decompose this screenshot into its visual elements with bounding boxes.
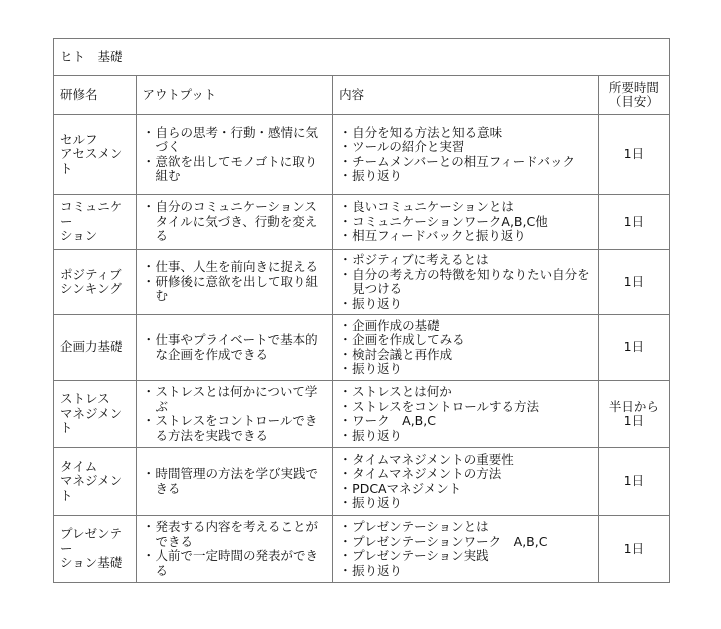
duration-cell bbox=[598, 381, 669, 448]
output-item: ・ ストレスをコントロールできる方法を実践できる bbox=[143, 414, 327, 443]
output-item: ・ 時間管理の方法を学び実践できる bbox=[143, 467, 327, 496]
training-name bbox=[54, 516, 137, 583]
content-list bbox=[339, 520, 592, 578]
output-list bbox=[143, 200, 327, 244]
training-table bbox=[53, 38, 670, 583]
training-name bbox=[54, 448, 137, 516]
training-name-line: マネジメント bbox=[60, 405, 123, 436]
training-name bbox=[54, 115, 137, 195]
training-name-line: タイム bbox=[60, 458, 98, 474]
duration-cell bbox=[598, 448, 669, 516]
training-name-line: ション基礎 bbox=[60, 555, 123, 571]
output-item: ・ 仕事やプライベートで基本的な企画を作成できる bbox=[143, 333, 327, 362]
duration-text: 1日 bbox=[623, 473, 645, 489]
content-cell bbox=[333, 315, 599, 381]
content-item: ・ タイムマネジメントの方法 bbox=[339, 467, 592, 482]
output-cell bbox=[136, 516, 333, 583]
output-list bbox=[143, 467, 327, 496]
header-row bbox=[54, 76, 670, 115]
output-list bbox=[143, 126, 327, 184]
training-name-line: シンキング bbox=[60, 281, 122, 296]
duration-cell bbox=[598, 250, 669, 315]
header-output: アウトプット bbox=[136, 76, 333, 115]
training-name-line: プレゼンテー bbox=[60, 526, 123, 556]
content-item: ・ 振り返り bbox=[339, 169, 592, 184]
duration-cell bbox=[598, 315, 669, 381]
content-list bbox=[339, 253, 592, 311]
content-list bbox=[339, 200, 592, 244]
header-time bbox=[598, 76, 669, 115]
training-name-line: ストレス bbox=[60, 391, 110, 407]
content-cell bbox=[333, 195, 599, 250]
duration-cell bbox=[598, 115, 669, 195]
output-item: ・ ストレスとは何かについて学ぶ bbox=[143, 385, 327, 414]
duration-cell bbox=[598, 516, 669, 583]
output-item: ・ 発表する内容を考えることができる bbox=[143, 520, 327, 549]
content-item: ・ プレゼンテーションとは bbox=[339, 520, 592, 535]
header-time-line1: 所要時間 bbox=[608, 80, 659, 95]
table-row bbox=[54, 115, 670, 195]
training-name-line: アセスメント bbox=[60, 146, 123, 176]
content-list bbox=[339, 126, 592, 184]
training-name-line: セルフ bbox=[60, 131, 98, 147]
content-item: ・ タイムマネジメントの重要性 bbox=[339, 453, 592, 468]
training-name-line: ポジティブ bbox=[60, 266, 122, 282]
output-item: ・ 仕事、人生を前向きに捉える bbox=[143, 260, 327, 275]
content-item: ・ 相互フィードバックと振り返り bbox=[339, 229, 592, 244]
content-item: ・ 良いコミュニケーションとは bbox=[339, 200, 592, 215]
output-cell bbox=[136, 448, 333, 516]
training-name-line: コミュニケー bbox=[60, 199, 123, 229]
content-item: ・ プレゼンテーションワーク A,B,C bbox=[339, 535, 592, 550]
table-row bbox=[54, 516, 670, 583]
training-name bbox=[54, 315, 137, 381]
content-item: ・ PDCAマネジメント bbox=[339, 482, 592, 497]
content-cell bbox=[333, 448, 599, 516]
content-cell bbox=[333, 115, 599, 195]
content-list bbox=[339, 385, 592, 443]
output-list bbox=[143, 520, 327, 578]
duration-text: 1日 bbox=[623, 213, 645, 229]
content-item: ・ ポジティブに考えるとは bbox=[339, 253, 592, 268]
content-item: ・ 振り返り bbox=[339, 429, 592, 444]
content-item: ・ ワーク A,B,C bbox=[339, 414, 592, 429]
content-list bbox=[339, 453, 592, 511]
output-item: ・ 自らの思考・行動・感情に気づく bbox=[143, 126, 327, 155]
output-item: ・ 自分のコミュニケーションスタイルに気づき、行動を変える bbox=[143, 200, 327, 244]
training-name bbox=[54, 195, 137, 250]
training-name bbox=[54, 250, 137, 315]
output-item: ・ 意欲を出してモノゴトに取り組む bbox=[143, 155, 327, 184]
header-name: 研修名 bbox=[54, 76, 137, 115]
output-item: ・ 研修後に意欲を出して取り組む bbox=[143, 275, 327, 304]
content-item: ・ 振り返り bbox=[339, 362, 592, 377]
output-cell bbox=[136, 195, 333, 250]
table-body bbox=[54, 115, 670, 583]
output-list bbox=[143, 260, 327, 304]
content-item: ・ 自分を知る方法と知る意味 bbox=[339, 126, 592, 141]
content-item: ・ チームメンバーとの相互フィードバック bbox=[339, 155, 592, 170]
output-cell bbox=[136, 381, 333, 448]
table-row bbox=[54, 448, 670, 516]
content-item: ・ プレゼンテーション実践 bbox=[339, 549, 592, 564]
duration-text: 半日から bbox=[608, 398, 659, 414]
content-cell bbox=[333, 250, 599, 315]
duration-text: 1日 bbox=[623, 540, 645, 556]
content-item: ・ コミュニケーションワークA,B,C他 bbox=[339, 215, 592, 230]
content-item: ・ 企画作成の基礎 bbox=[339, 319, 592, 334]
output-cell bbox=[136, 115, 333, 195]
output-list bbox=[143, 333, 327, 362]
content-item: ・ ストレスとは何か bbox=[339, 385, 592, 400]
content-item: ・ 振り返り bbox=[339, 564, 592, 579]
output-cell bbox=[136, 250, 333, 315]
content-cell bbox=[333, 381, 599, 448]
output-cell bbox=[136, 315, 333, 381]
training-name bbox=[54, 381, 137, 448]
content-cell bbox=[333, 516, 599, 583]
output-list bbox=[143, 385, 327, 443]
duration-text: 1日 bbox=[623, 273, 645, 289]
training-name-line: 企画力基礎 bbox=[60, 339, 123, 355]
duration-text: 1日 bbox=[623, 413, 645, 428]
table-title: ヒト 基礎 bbox=[54, 39, 670, 76]
content-item: ・ ツールの紹介と実習 bbox=[339, 140, 592, 155]
content-list bbox=[339, 319, 592, 377]
training-name-line: ション bbox=[60, 228, 98, 244]
header-time-line2: （目安） bbox=[608, 94, 659, 109]
table-row bbox=[54, 195, 670, 250]
training-name-line: マネジメント bbox=[60, 473, 123, 503]
table-row bbox=[54, 381, 670, 448]
title-row bbox=[54, 39, 670, 76]
duration-text: 1日 bbox=[623, 339, 645, 355]
duration-cell bbox=[598, 195, 669, 250]
content-item: ・ 振り返り bbox=[339, 297, 592, 312]
content-item: ・ 企画を作成してみる bbox=[339, 333, 592, 348]
table-row bbox=[54, 315, 670, 381]
table-row bbox=[54, 250, 670, 315]
content-item: ・ 自分の考え方の特徴を知りなりたい自分を見つける bbox=[339, 268, 592, 297]
header-content: 内容 bbox=[333, 76, 599, 115]
duration-text: 1日 bbox=[623, 146, 645, 162]
content-item: ・ 振り返り bbox=[339, 496, 592, 511]
output-item: ・ 人前で一定時間の発表ができる bbox=[143, 549, 327, 578]
content-item: ・ 検討会議と再作成 bbox=[339, 348, 592, 363]
content-item: ・ ストレスをコントロールする方法 bbox=[339, 400, 592, 415]
